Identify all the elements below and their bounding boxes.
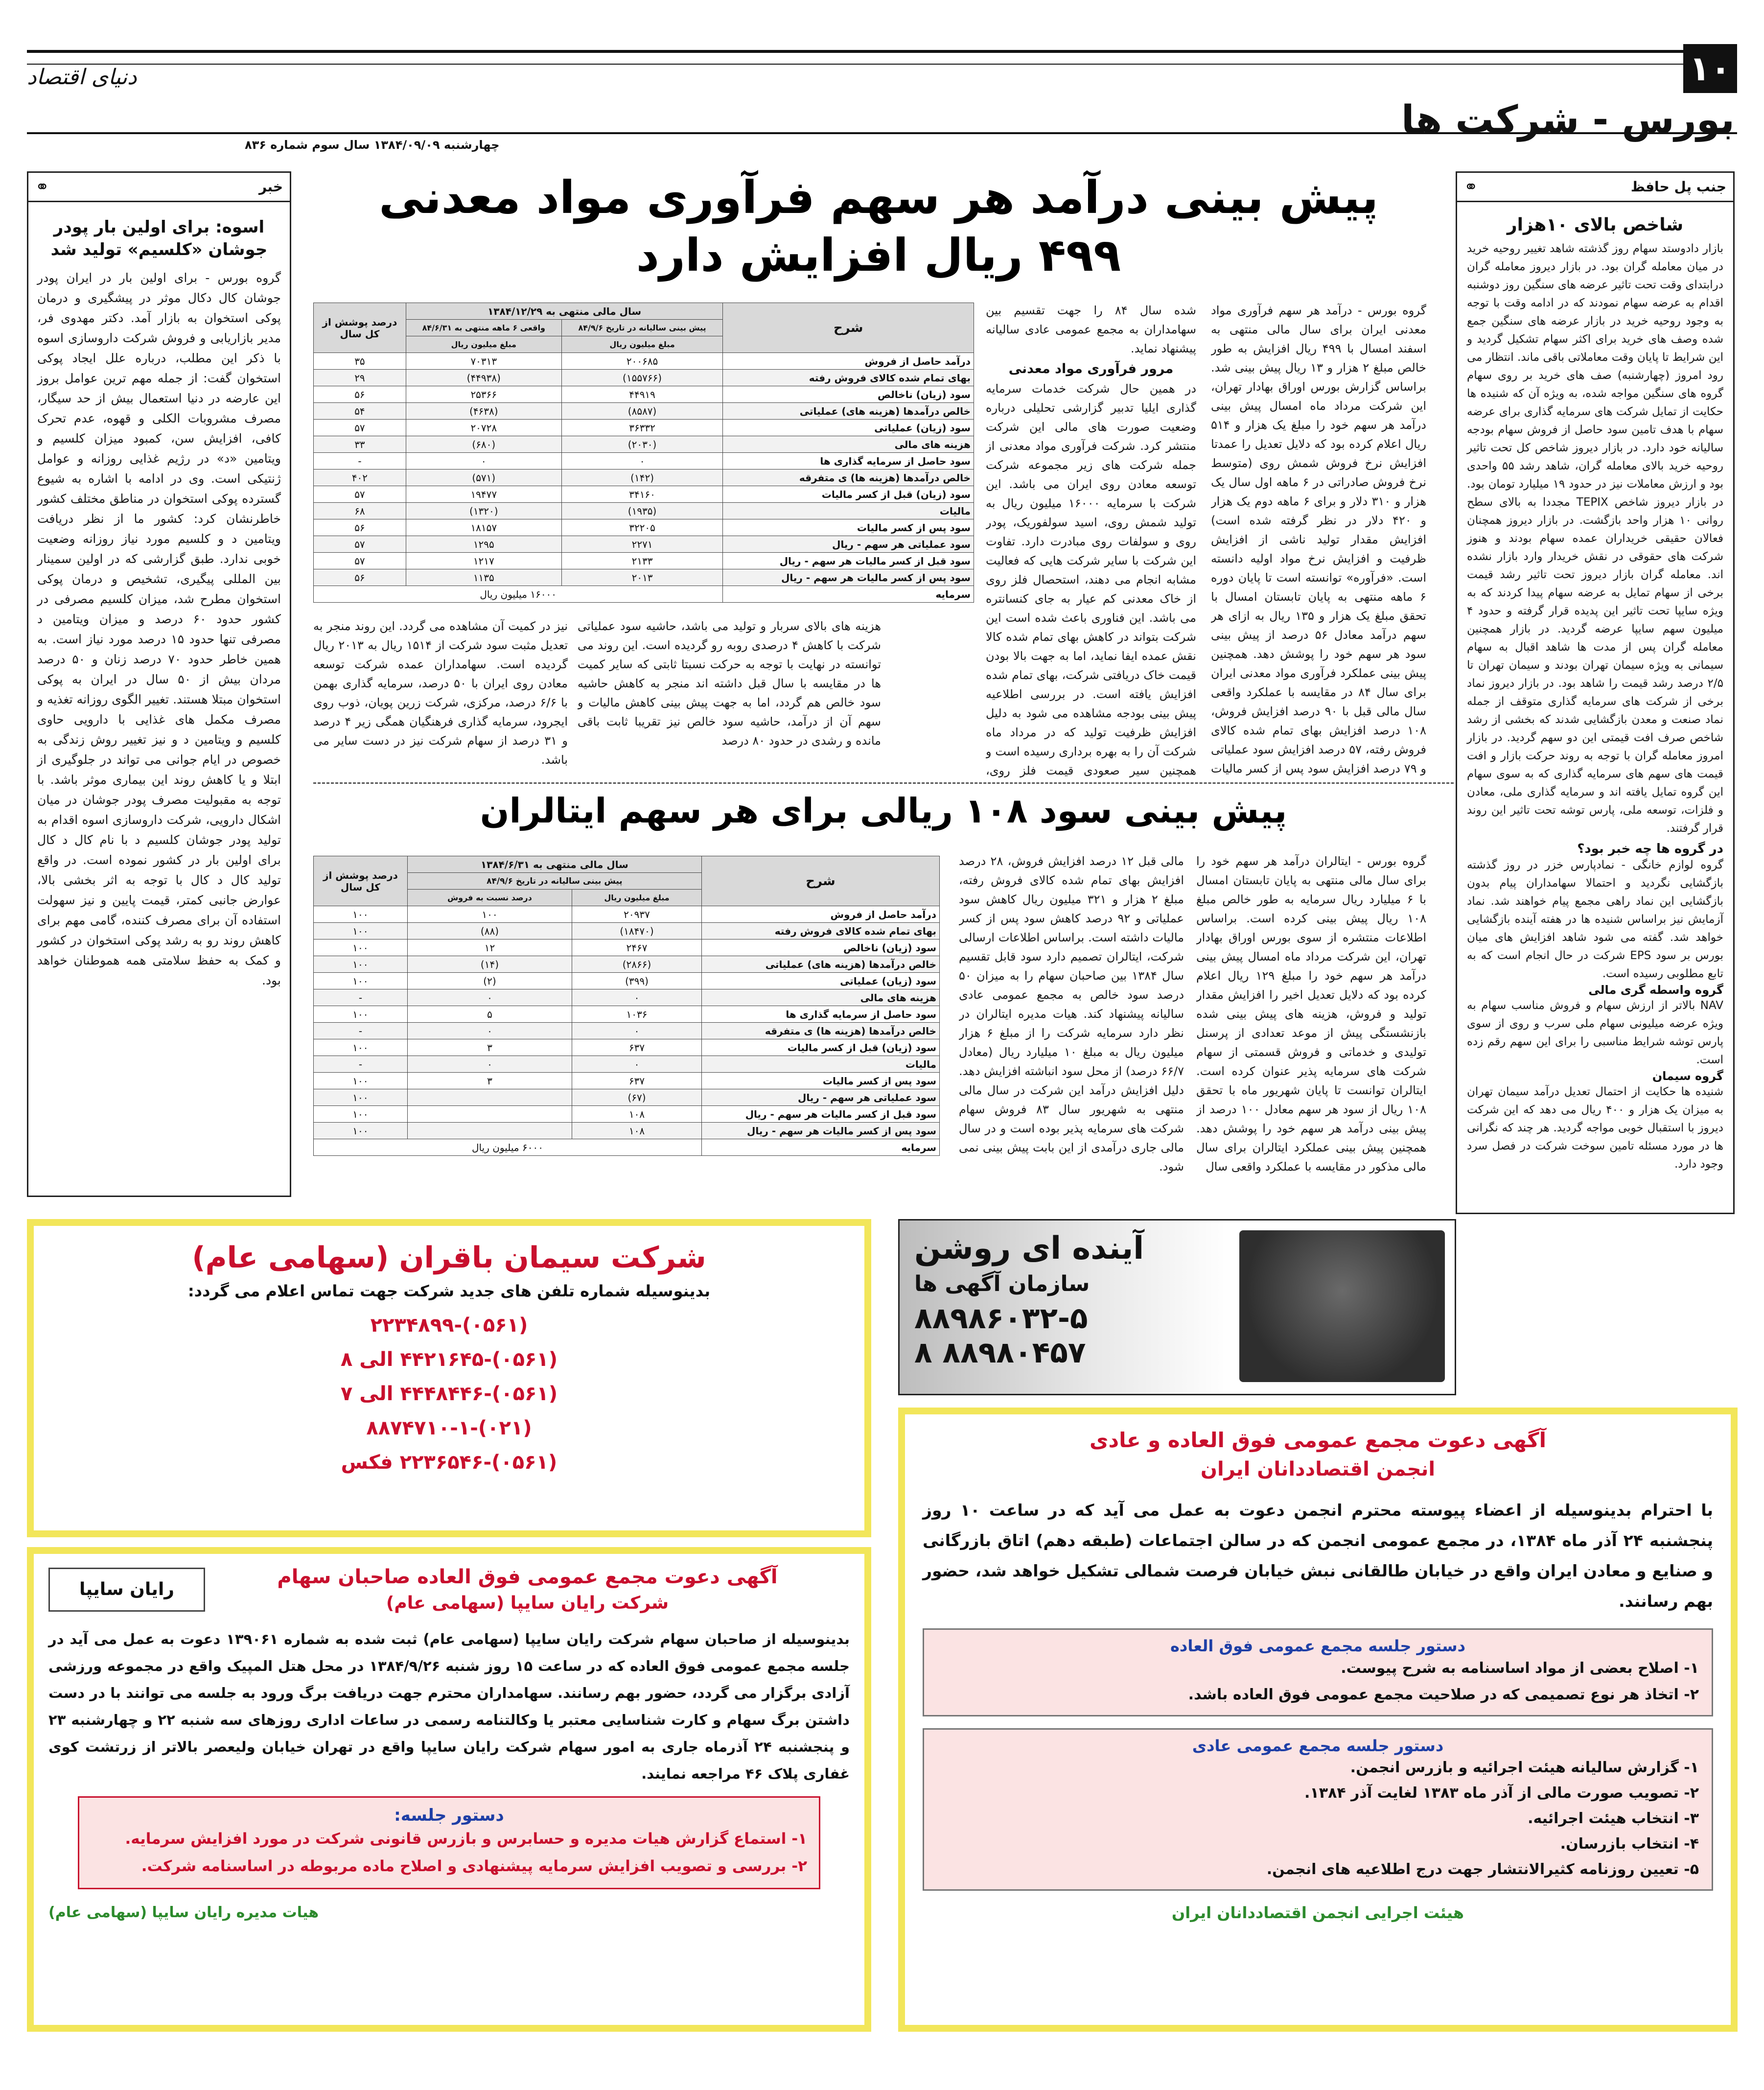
ad-cement-phone-2: (۰۵۶۱)-۴۴۲۱۶۴۵ الی ۸ (340, 1348, 558, 1371)
row-value: ۱۲ (407, 939, 572, 956)
row-value: ۲۱۳۳ (561, 553, 723, 569)
row-value: ۲۹ (314, 370, 406, 386)
news-headline: اسوه: برای اولین بار پودر جوشان «کلسیم» تولید شد (50, 217, 268, 259)
row-value: (۳۹۹) (572, 973, 702, 989)
row-value: ۵۶ (314, 519, 406, 536)
sidebar-body-2: گروه لوازم خانگی - نمادپارس خزر در روز گذشته بازگشایی نگردید و احتمالا سهامداران پیام بدون بازگشایی این نماد راهی مجمع پیام خواهند شد. نماد آزمایش نیز براساس شنیده ها در هفته آینده بازگشایی خواهد شد. گفته می شود شاهد افزایش های میان بورس بر سود EPS شرکت در حال انجام است که به تابع مطلوبی رسیده است. (1467, 859, 1723, 980)
article1-column-2 (986, 301, 1196, 778)
row-label: سود پس از کسر مالیات هر سهم - ریال (723, 569, 974, 586)
ad-cement-subtitle: بدینوسیله شماره تلفن های جدید شرکت جهت تماس اعلام می گردد: (187, 1282, 711, 1300)
row-label: هزینه های مالی (701, 989, 939, 1006)
row-value: (۲) (407, 973, 572, 989)
row-value: (۱۸۴۷۰) (572, 923, 702, 939)
table1-header-forecast: پیش بینی سالیانه در تاریخ ۸۴/۹/۶ (561, 320, 723, 336)
sidebar-subhead-groups: در گروه ها چه خبر بود؟ (1577, 842, 1723, 856)
row-value: ۵۷ (314, 553, 406, 569)
ad-agency-title: آینده ای روشن (914, 1230, 1144, 1267)
row-label: سود (زیان) ناخالص (701, 939, 939, 956)
table-row (314, 370, 974, 386)
ad-assoc-signature: هیئت اجرایی انجمن اقتصاددانان ایران (1171, 1903, 1464, 1922)
table-row (314, 453, 974, 470)
row-label: سود حاصل از سرمایه گذاری ها (701, 1006, 939, 1023)
globe-icon: ⚭ (1464, 177, 1478, 197)
row-label: هزینه های مالی (723, 436, 974, 453)
masthead-logo: دنیای اقتصاد (27, 65, 137, 90)
row-value: (۱۴۲) (561, 470, 723, 486)
table2-header-amount: مبلغ میلیون ریال (572, 890, 702, 906)
saipa-logo (48, 1568, 205, 1612)
row-label: خالص درآمدها (هزینه های) عملیاتی (723, 403, 974, 420)
table1-header-actual: واقعی ۶ ماهه منتهی به ۸۴/۶/۳۱ (406, 320, 561, 336)
row-value: ۱۲۹۵ (406, 536, 561, 553)
table-row (314, 923, 940, 939)
ad-assoc-agenda1-item2: ۲- اتخاذ هر نوع تصمیمی که در صلاحیت مجمع عمومی فوق العاده باشد. (1188, 1686, 1699, 1703)
row-value: - (314, 453, 406, 470)
sidebar-body: بازار دادوستد سهام روز گذشته شاهد تغییر روحیه خرید در میان معامله گران بود. در بازار دیروز معامله گران درابتدای وقت تحت تاثیر عرضه های سنگین روز دوشنبه اقدام به عرضه سهام نمودند که در ادامه وقت با توجه به وجود روحیه خرید در بازار عرضه های سنگین جمع شده وصف های خرید برای اکثر سهام تشکیل گردید و این شرایط تا پایان وقت معاملاتی باقی ماند. انتظار می رود امروز (چهارشنبه) صف های خرید بر روی سهام گروه های سنگین مواجه شده، به ویژه آن که شنیده ها حکایت از تمایل شرکت های سرمایه گذاری برای عرضه سهام با هدف تامین سود حاصل از فروش سهام بودجه سالیانه خود دارد. در بازار دیروز شاخص کل تحت تاثیر روحیه خرید بالای معامله گران، شاهد رشد ۵۵ واحدی بود و ارزش معاملات نیز در حدود ۱۹ میلیارد تومان بود. در بازار دیروز شاخص TEPIX مجددا به بالای سطح روانی ۱۰ هزار واحد بازگشت. در بازار دیروز همچنان فعالان حقیقی خریداران عمده سهام بودند و هنوز شرکت های حقوقی در نقش خریدار وارد بازار نشده اند. معامله گران بازار دیروز تحت تاثیر رشد قیمت برخی از سهام تمایل به عرضه سهام پیدا کردند که به ویژه سایپا تحت تاثیر این پدیده قرار گرفته و حدود ۴ میلیون سهم سایپا عرضه گردید. در بازار همچنین معامله گران پس از مدت ها شاهد اقبال به سهام سیمانی به ویژه سیمان تهران بودند و سیمان تهران تا ۲/۵ درصد رشد قیمت را شاهد بود. در بازار دیروز نماد برخی از شرکت های سرمایه گذاری متوقف از جمله نماد صنعت و معدن بازگشایی شدند که بخشی از رشد شاخص صرف افت قیمتی این دو سهم گردید. در بازار امروز معامله گران با توجه به روند حرکت بازار و افت قیمت های سهم های سرمایه گذاری که به سوی سهام این گروه تمایل یافته اند و سرمایه گذاری ملی، معادن و فلزات، توسعه ملی، پارس توشه تحت تاثیر این روند قرار گرفتند. (1467, 242, 1723, 835)
table1-header-period: سال مالی منتهی به ۱۳۸۴/۱۲/۲۹ (406, 303, 723, 320)
table-row (314, 386, 974, 403)
ad-assoc-agenda2-item4: ۴- انتخاب بازرسان. (1560, 1835, 1699, 1853)
table-row (314, 569, 974, 586)
row-value: ۵۷ (314, 420, 406, 436)
row-value: ۱۱۳۵ (406, 569, 561, 586)
article1-column-3: هزینه های بالای سربار و تولید می باشد، حاشیه سود عملیاتی شرکت با کاهش ۴ درصدی روبه رو گردیده است. این روند می توانسته در نهایت با توجه به حرکت نسبتا ثابتی که سایر کمیت ها در مقایسه با سال قبل داشته اند منجر به کاهش حاشیه سود خالص هم گردد، اما به جهت پیش بینی کاهش مالیات و سهم آن از درآمد، حاشیه سود خالص نیز تقریبا ثابت باقی مانده و رشدی در حدود ۸۰ درصد (578, 619, 881, 748)
row-value: ۰ (407, 1056, 572, 1073)
table-row (314, 939, 940, 956)
row-value: ۵۷ (314, 536, 406, 553)
article1-headline (303, 169, 1454, 284)
article1-headline-line2: ۴۹۹ ریال افزایش دارد (636, 229, 1121, 282)
row-value: ۲۵۳۶۶ (406, 386, 561, 403)
row-label: خالص درآمدها (هزینه ها) ی متفرقه (723, 470, 974, 486)
article2-column-1: گروه بورس - ایتالران درآمد هر سهم خود را برای سال مالی منتهی به پایان تابستان امسال با ۶ میلیارد ریال سرمایه به طور خالص مبلغ ۱۰۸ ریال پیش بینی کرده است. براساس اطلاعات منتشره از سوی بورس اوراق بهادار تهران، این شرکت مرداد ماه امسال پیش بینی درآمد هر سهم خود را مبلغ ۱۲۹ ریال اعلام کرده بود که دلایل تعدیل اخیر را افزایش مقدار تولید و فروش، هزینه های پیش بینی شده بازنشستگی پیش از موعد تعدادی از پرسنل تولیدی و خدماتی و فروش قسمتی از سهام شرکت های سرمایه پذیر عنوان کرده است. ایتالران توانست تا پایان شهریور ماه با تحقق ۱۰۸ ریال از سود هر سهم معادل ۱۰۰ درصد از پیش بینی درآمد هر سهم خود را پوشش دهد. همچنین پیش بینی عملکرد ایتالران برای سال مالی مذکور در مقایسه با عملکرد واقعی سال (1196, 854, 1426, 1174)
row-value: (۲۸۶۶) (572, 956, 702, 973)
table-row (314, 1089, 940, 1106)
row-value: ۱۰۰ (314, 939, 408, 956)
row-value: (۸۸) (407, 923, 572, 939)
row-value: - (314, 1056, 408, 1073)
table-row (314, 436, 974, 453)
ad-saipa-title: آگهی دعوت مجمع عمومی فوق العاده صاحبان سهام (277, 1566, 778, 1588)
ad-assoc-agenda2-item2: ۲- تصویب صورت مالی از آذر ماه ۱۳۸۳ لغایت آذر ۱۳۸۴. (1304, 1785, 1699, 1802)
table-row (314, 1056, 940, 1073)
article1-column-2-body: در همین حال شرکت خدمات سرمایه گذاری ایلیا تدبیر گزارشی تحلیلی درباره وضعیت صورت های مالی این شرکت منتشر کرد. شرکت فرآوری مواد معدنی از جمله شرکت های زیر مجموعه شرکت توسعه معادن روی ایران می باشد. این شرکت با سرمایه ۱۶۰۰۰ میلیون ریال به تولید شمش روی، اسید سولفوریک، پودر روی و سولفات روی مبادرت دارد. تفاوت این شرکت با سایر شرکت هایی که فعالیت مشابه انجام می دهند، استحصال فلز روی از خاک معدنی کم عیار به جای کنسانتره می باشد. این فناوری باعث شده است این شرکت بتواند در کاهش بهای تمام شده کالا نقش عمده ایفا نماید، اما به جهت بالا بودن قیمت خاک دریافتی شرکت، بهای تمام شده افزایش یافته است. در بررسی اطلاعیه پیش بینی بودجه مشاهده می شود به دلیل افزایش ظرفیت تولید که در مرداد ماه شرکت آن را به بهره برداری رسیده است و همچنین سیر صعودی قیمت فلز روی، (986, 382, 1196, 777)
row-value: ۳ (407, 1073, 572, 1089)
row-value: ۵۶ (314, 386, 406, 403)
row-label: سود قبل از کسر مالیات هر سهم - ریال (701, 1106, 939, 1123)
row-value: ۱۰۰ (314, 1123, 408, 1139)
ad-agency-phone-2: ۸۸۹۸۰۴۵۷ ۸ (914, 1336, 1086, 1370)
ad-assoc-agenda2-title: دستور جلسه مجمع عمومی عادی (1192, 1737, 1444, 1755)
row-label: بهای تمام شده کالای فروش رفته (701, 923, 939, 939)
row-value: ۵۶ (314, 569, 406, 586)
row-value: ۳۲۲۰۵ (561, 519, 723, 536)
row-value: (۶۸۰) (406, 436, 561, 453)
row-value: (۴۴۹۳۸) (406, 370, 561, 386)
row-value: ۲۰۷۲۸ (406, 420, 561, 436)
table-row (314, 353, 974, 370)
row-value: ۳۴۱۶۰ (561, 486, 723, 503)
row-label: سود پس از کسر مالیات هر سهم - ریال (701, 1123, 939, 1139)
row-value: ۱۰۰ (314, 1089, 408, 1106)
left-sidebar (27, 171, 291, 1197)
table-row (314, 973, 940, 989)
row-value: ۱۰۰ (314, 1006, 408, 1023)
row-value: ۱۰۳۶ (572, 1006, 702, 1023)
header-underline (27, 132, 1737, 134)
row-value: ۱۰۸ (572, 1106, 702, 1123)
ad-saipa-signature: هیات مدیره رایان سایپا (سهامی عام) (48, 1904, 319, 1921)
ad-assoc-agenda1-title: دستور جلسه مجمع عمومی فوق العاده (1170, 1637, 1465, 1655)
row-value: ۱۹۴۷۷ (406, 486, 561, 503)
row-label: سود (زیان) قبل از کسر مالیات (701, 1039, 939, 1056)
table1-header-unit1: مبلغ میلیون ریال (561, 336, 723, 353)
ad-cement-phone-4: (۰۲۱)-۸۸۷۴۷۱۰-۱ (366, 1417, 532, 1439)
ad-saipa-subtitle: شرکت رایان سایپا (سهامی عام) (386, 1593, 669, 1613)
row-label: سود حاصل از سرمایه گذاری ها (723, 453, 974, 470)
table-row (314, 906, 940, 923)
table-row (314, 956, 940, 973)
row-value: (۱۳۲۰) (406, 503, 561, 519)
table1-capital-label: سرمایه (723, 586, 974, 603)
ad-assoc-body: با احترام بدینوسیله از اعضاء پیوسته محترم انجمن دعوت به عمل می آید که در ساعت ۱۰ روز پنجشنبه ۲۴ آذر ماه ۱۳۸۴، در مجمع عمومی انجمن که در سالن اجتماعات (طبقه دهم) اتاق بازرگانی و صنایع و معادن ایران واقع در خیابان طالقانی نبش خیابان فرصت شمالی تشکیل خواهد شد، حضور بهم رسانند. (923, 1501, 1713, 1611)
header-rule (27, 50, 1737, 65)
row-value: (۵۷۱) (406, 470, 561, 486)
row-label: درآمد حاصل از فروش (723, 353, 974, 370)
row-value: ۱۰۰ (314, 1073, 408, 1089)
article1-column-4: نیز در کمیت آن مشاهده می گردد. این روند منجر به تعدیل مثبت سود شرکت از ۱۵۱۴ ریال به ۲۰۱۳ ریال گردیده است. سهامداران عمده شرکت توسعه معادن روی ایران با ۵۰ درصد، سرمایه گذاری بهمن با ۶/۶ درصد، مرکزی، شرکت زرین پویان، ذوب روی ایجرود، سرمایه گذاری فرهنگیان همگی زیر ۴ درصد و ۳۱ درصد از سهام شرکت نیز در دست سایر می باشد. (313, 619, 568, 767)
row-value: ۷۰۳۱۳ (406, 353, 561, 370)
row-value: ۴۴۹۱۹ (561, 386, 723, 403)
row-value: ۰ (561, 453, 723, 470)
globe-icon: ⚭ (35, 177, 49, 197)
row-value: ۱۰۰ (314, 1039, 408, 1056)
row-value: ۳۳ (314, 436, 406, 453)
article1-column-1: گروه بورس - درآمد هر سهم فرآوری مواد معدنی ایران برای سال مالی منتهی به اسفند امسال با ۴۹۹ ریال افزایش به طور خالص مبلغ ۲ هزار و ۱۳ ریال پیش بینی شد. براساس گزارش بورس اوراق بهادار تهران، این شرکت مرداد ماه امسال پیش بینی درآمد هر سهم خود را مبلغ یک هزار و ۵۱۴ ریال اعلام کرده بود که دلایل تعدیل را عمدتا افزایش نرخ فروش شمش روی (متوسط نرخ فروش صادراتی در ۶ ماهه اول سال یک هزار و ۳۱۰ دلار و برای ۶ ماهه دوم یک هزار و ۴۲۰ دلار در نظر گرفته شده است) افزایش مقدار تولید ناشی از افزایش ظرفیت و افزایش نرخ مواد اولیه دانسته است. «فرآوره» توانسته است تا پایان دوره ۶ ماهه منتهی به پایان تابستان امسال با تحقق مبلغ یک هزار و ۱۳۵ ریال به ازای هر سهم درآمد معادل ۵۶ درصد از پیش بینی سود هر سهم خود را پوشش دهد. همچنین پیش بینی عملکرد فرآوری مواد معدنی ایران برای سال ۸۴ در مقایسه با عملکرد واقعی سال مالی قبل با ۹۰ درصد افزایش فروش، ۱۰۸ درصد افزایش بهای تمام شده کالای فروش رفته، ۵۷ درصد افزایش سود عملیاتی و ۷۹ درصد افزایش سود پس از کسر مالیات (1211, 304, 1426, 775)
row-value: (۱۵۵۷۶۶) (561, 370, 723, 386)
row-value: ۱۸۱۵۷ (406, 519, 561, 536)
article2-headline: پیش بینی سود ۱۰۸ ریالی برای هر سهم ایتالران (480, 791, 1287, 831)
ad-assoc-title: آگهی دعوت مجمع عمومی فوق العاده و عادی (1090, 1428, 1546, 1452)
dateline: چهارشنبه ۱۳۸۴/۰۹/۰۹ سال سوم شماره ۸۳۶ (245, 138, 500, 152)
article2-column-2: مالی قبل ۱۲ درصد افزایش فروش، ۲۸ درصد افزایش بهای تمام شده کالای فروش رفته، مبلغ ۲ هزار و ۳۲۱ میلیون ریال کاهش سود عملیاتی و ۹۲ درصد کاهش سود پس از کسر مالیات داشته است. براساس اطلاعات ارسالی شرکت، ایتالران تصمیم دارد سود قابل تقسیم سال ۱۳۸۴ بین صاحبان سهام را به میزان ۵۰ درصد سود خالص به مجمع عمومی عادی سالیانه پیشنهاد کند. هیات مدیره ایتالران در نظر دارد سرمایه شرکت را از مبلغ ۶ هزار میلیون ریال به مبلغ ۱۰ میلیارد ریال (معادل ۶۶/۷ درصد) از محل سود انباشته افزایش دهد. دلیل افزایش درآمد این شرکت در سال مالی منتهی به شهریور سال ۸۳ فروش سهام شرکت های سرمایه پذیر بوده است و در سال مالی جاری درآمدی از این بابت پیش بینی نمی شود. (959, 854, 1184, 1174)
ad-agency (898, 1219, 1456, 1395)
row-label: سود عملیاتی هر سهم - ریال (701, 1089, 939, 1106)
row-value: (۸۵۸۷) (561, 403, 723, 420)
row-value: (۱۹۳۵) (561, 503, 723, 519)
table2-header-coverage: درصد پوشش از کل سال (314, 856, 408, 906)
row-value: ۶۳۷ (572, 1073, 702, 1089)
row-value: ۰ (407, 1023, 572, 1039)
row-value: ۰ (572, 1056, 702, 1073)
row-value: ۵۴ (314, 403, 406, 420)
row-value: ۰ (407, 989, 572, 1006)
article1-column-2-intro: شده سال ۸۴ را جهت تقسیم بین سهامداران به مجمع عمومی عادی سالیانه پیشنهاد نماید. (986, 304, 1196, 355)
saipa-logo-text: رایان سایپا (79, 1579, 175, 1599)
row-label: مالیات (723, 503, 974, 519)
ad-cement-phone-1: (۰۵۶۱)-۲۲۳۴۸۹۹ (370, 1314, 528, 1337)
table-row (314, 553, 974, 569)
article-separator (313, 782, 1454, 784)
row-value: ۱۲۱۷ (406, 553, 561, 569)
article1-table (313, 303, 974, 603)
row-label: درآمد حاصل از فروش (701, 906, 939, 923)
row-value: ۵۷ (314, 486, 406, 503)
table1-header-coverage: درصد پوشش از کل سال (314, 303, 406, 353)
table-row (314, 403, 974, 420)
portrait-photo (1239, 1230, 1445, 1382)
ad-assoc-subtitle: انجمن اقتصاددانان ایران (1200, 1458, 1436, 1480)
right-sidebar (1456, 171, 1735, 1214)
row-label: خالص درآمدها (هزینه ها) ی متفرقه (701, 1023, 939, 1039)
row-value (407, 1089, 572, 1106)
row-value: ۲۰۰۶۸۵ (561, 353, 723, 370)
table-row (314, 486, 974, 503)
row-value: ۲۰۹۳۷ (572, 906, 702, 923)
row-value: ۱۰۰ (314, 973, 408, 989)
ad-saipa-agenda-1: ۱- استماع گزارش هیات مدیره و حسابرس و بازرس قانونی شرکت در مورد افزایش سرمایه. (125, 1830, 807, 1848)
row-value: ۴۰۲ (314, 470, 406, 486)
row-value: ۱۰۰ (407, 906, 572, 923)
row-value: ۳۶۳۳۲ (561, 420, 723, 436)
ad-rayan-saipa (27, 1547, 871, 2032)
table-row (314, 989, 940, 1006)
row-value: ۳ (407, 1039, 572, 1056)
article2-table (313, 856, 940, 1156)
row-value: ۰ (406, 453, 561, 470)
row-value: - (314, 989, 408, 1006)
ad-economists-association (898, 1408, 1738, 2032)
row-value: - (314, 1023, 408, 1039)
ad-assoc-agenda2-item1: ۱- گزارش سالیانه هیئت اجرائیه و بازرس انجمن. (1350, 1759, 1699, 1776)
ad-assoc-agenda1-item1: ۱- اصلاح بعضی از مواد اساسنامه به شرح پیوست. (1341, 1660, 1699, 1677)
table-row (314, 1123, 940, 1139)
ad-agency-phone-1: ۸۸۹۸۶۰۳۲-۵ (914, 1301, 1088, 1336)
row-value (407, 1123, 572, 1139)
table2-header-period: سال مالی منتهی به ۱۳۸۴/۶/۳۱ (407, 856, 701, 873)
ad-agency-subtitle: سازمان آگهی ها (914, 1271, 1090, 1296)
sidebar-tab: جنب پل حافظ (1630, 179, 1726, 195)
row-value: ۲۰۱۳ (561, 569, 723, 586)
ad-saipa-agenda-2: ۲- بررسی و تصویب افزایش سرمایه پیشنهادی و اصلاح ماده مربوطه در اساسنامه شرکت. (141, 1857, 807, 1875)
ad-assoc-agenda2-item3: ۳- انتخاب هیئت اجرائیه. (1528, 1810, 1699, 1827)
row-value: ۱۰۸ (572, 1123, 702, 1139)
row-label: سود پس از کسر مالیات (701, 1073, 939, 1089)
table1-header-label: شرح (723, 303, 974, 353)
table1-capital-value: ۱۶۰۰۰ میلیون ریال (314, 586, 723, 603)
row-value: (۲۰۳۰) (561, 436, 723, 453)
row-value: ۰ (572, 1023, 702, 1039)
row-label: سود (زیان) عملیاتی (723, 420, 974, 436)
row-value: (۴۶۳۸) (406, 403, 561, 420)
ad-cement-baqeran (27, 1219, 871, 1537)
table2-header-label: شرح (701, 856, 939, 906)
row-value: ۲۲۷۱ (561, 536, 723, 553)
row-value: (۱۴) (407, 956, 572, 973)
table-row (314, 470, 974, 486)
ad-saipa-body: بدینوسیله از صاحبان سهام شرکت رایان سایپا (سهامی عام) ثبت شده به شماره ۱۳۹۰۶۱ دعوت به عمل می آید در جلسه مجمع عمومی فوق العاده که در ساعت ۱۵ روز شنبه ۱۳۸۴/۹/۲۶ در محل هتل المپیک واقع در مجموعه ورزشی آزادی برگزار می گردد، حضور بهم رسانند. سهامداران محترم جهت دریافت برگ ورود به جلسه می توانند با در دست داشتن برگ سهام و کارت شناسایی معتبر یا وکالتنامه رسمی در ساعات اداری روزهای سه شنبه ۲۲ و چهارشنبه ۲۳ و پنجشنبه ۲۴ آذرماه جاری به امور سهام شرکت رایان سایپا واقع در تهران خیابان ولیعصر بالاتر از زرتشت کوی غفاری پلاک ۴۶ مراجعه نمایند. (48, 1631, 850, 1782)
row-label: سود پس از کسر مالیات (723, 519, 974, 536)
row-label: سود (زیان) ناخالص (723, 386, 974, 403)
table-row (314, 1006, 940, 1023)
row-value: ۱۰۰ (314, 923, 408, 939)
row-value: ۲۴۶۷ (572, 939, 702, 956)
row-label: مالیات (701, 1056, 939, 1073)
sidebar-subhead-cement: گروه سیمان (1652, 1069, 1723, 1083)
row-value: ۱۰۰ (314, 956, 408, 973)
sidebar-headline: شاخص بالای ۱۰هزار (1507, 215, 1684, 235)
ad-cement-title: شرکت سیمان باقران (سهامی عام) (192, 1241, 706, 1275)
ad-cement-fax: (۰۵۶۱)-۲۲۳۶۵۴۶ فکس (341, 1451, 557, 1474)
page-number: ۱۰ (1683, 44, 1737, 93)
row-label: خالص درآمدها (هزینه های) عملیاتی (701, 956, 939, 973)
sidebar-body-4: شنیده ها حکایت از احتمال تعدیل درآمد سیمان تهران به میزان یک هزار و ۴۰۰ ریال می دهد که این شرکت دیروز با استقبال خوبی مواجه گردید. هر چند که نگرانی ها در مورد مسئله تامین سوخت شرکت در فصل سرد وجود دارد. (1467, 1085, 1723, 1171)
table-row (314, 1106, 940, 1123)
row-value: (۶۷) (572, 1089, 702, 1106)
row-value: ۳۵ (314, 353, 406, 370)
row-label: سود قبل از کسر مالیات هر سهم - ریال (723, 553, 974, 569)
row-value: ۱۰۰ (314, 906, 408, 923)
table-row (314, 420, 974, 436)
table-row (314, 1023, 940, 1039)
table-row (314, 1073, 940, 1089)
row-value: ۰ (572, 989, 702, 1006)
row-label: سود عملیاتی هر سهم - ریال (723, 536, 974, 553)
table2-header-percent: درصد نسبت به فروش (407, 890, 572, 906)
row-value (407, 1106, 572, 1123)
row-label: سود (زیان) عملیاتی (701, 973, 939, 989)
table2-header-forecast: پیش بینی سالیانه در تاریخ ۸۴/۹/۶ (407, 873, 701, 890)
row-value: ۱۰۰ (314, 1106, 408, 1123)
news-body: گروه بورس - برای اولین بار در ایران پودر جوشان کال دکال موثر در پیشگیری و درمان پوکی استخوان به بازار آمد. دکتر مهدوی فر، مدیر بازاریابی و فروش شرکت داروسازی اسوه با ذکر این مطلب، درباره علل ایجاد پوکی استخوان گفت: از جمله مهم ترین عوامل بروز این عارضه در دنیا استعمال بیش از حد سیگار، مصرف مشروبات الکلی و قهوه، عدم تحرک کافی، افزایش سن، کمبود میزان کلسیم و ویتامین «د» در رژیم غذایی روزانه و عوامل ژنتیکی است. وی در ادامه با اشاره به شیوع گسترده پوکی استخوان در مناطق مختلف کشور خاطرنشان کرد: کشور ما از نظر دریافت ویتامین د و کلسیم مورد نیاز روزانه وضعیت خوبی ندارد. طبق گزارشی که در اولین سمینار بین المللی پیگیری، تشخیص و درمان پوکی استخوان مطرح شد، میزان کلسیم مصرفی در کشور حدود ۶۰ درصد و میزان ویتامین د مصرفی تنها حدود ۱۵ درصد مورد نیاز است. به همین خاطر حدود ۷۰ درصد زنان و ۵۰ درصد مردان بیش از ۵۰ سال در ایران به پوکی استخوان مبتلا هستند. تغییر الگوی روزانه تغذیه و مصرف مکمل های غذایی با دارویی حاوی کلسیم و ویتامین د و نیز تغییر روش زندگی به خصوص در ایام جوانی می تواند در جلوگیری از ابتلا و یا کاهش روند این بیماری موثر باشد. با توجه به مقبولیت مصرف پودر جوشان در میان اشکال دارویی، شرکت داروسازی اسوه اقدام به تولید پودر جوشان کلسیم د با نام کال د کال برای اولین بار در کشور نموده است. در واقع تولید کال د کال با توجه به اثر بخشی بالا، عوارض جانبی کمتر، قیمت پایین و نیز سهولت استفاده آن برای مصرف کننده، گامی مهم برای کاهش روند رو به رشد پوکی استخوان در کشور و کمک به حفظ سلامتی همه هموطنان خواهد بود. (37, 271, 281, 987)
table-row (314, 519, 974, 536)
news-tab: خبر (258, 179, 283, 195)
ad-cement-phone-3: (۰۵۶۱)-۴۴۴۸۴۴۶ الی ۷ (340, 1383, 558, 1405)
article1-subhead: مرور فرآوری مواد معدنی (1008, 361, 1174, 376)
ad-saipa-agenda-title: دستور جلسه: (394, 1806, 504, 1825)
sidebar-body-3: NAV بالاتر از ارزش سهام و فروش مناسب سهام به ویژه عرضه میلیونی سهام ملی سرب و روی از سوی پارس توشه شرایط مناسبی را برای این سهم رقم زده است. (1467, 999, 1723, 1066)
table2-capital-value: ۶۰۰۰ میلیون ریال (314, 1139, 702, 1156)
table-row (314, 536, 974, 553)
row-label: بهای تمام شده کالای فروش رفته (723, 370, 974, 386)
article1-headline-line1: پیش بینی درآمد هر سهم فرآوری مواد معدنی (379, 171, 1378, 224)
sidebar-subhead-finance: گروه واسطه گری مالی (1588, 983, 1723, 997)
row-label: سود (زیان) قبل از کسر مالیات (723, 486, 974, 503)
table1-header-unit2: مبلغ میلیون ریال (406, 336, 561, 353)
table2-capital-label: سرمایه (701, 1139, 939, 1156)
table-row (314, 1039, 940, 1056)
row-value: ۶۳۷ (572, 1039, 702, 1056)
section-title: بورس - شرکت ها (1401, 98, 1735, 142)
table-row (314, 503, 974, 519)
ad-assoc-agenda2-item5: ۵- تعیین روزنامه کثیرالانتشار جهت درج اطلاعیه های انجمن. (1266, 1861, 1699, 1878)
row-value: ۵ (407, 1006, 572, 1023)
row-value: ۶۸ (314, 503, 406, 519)
